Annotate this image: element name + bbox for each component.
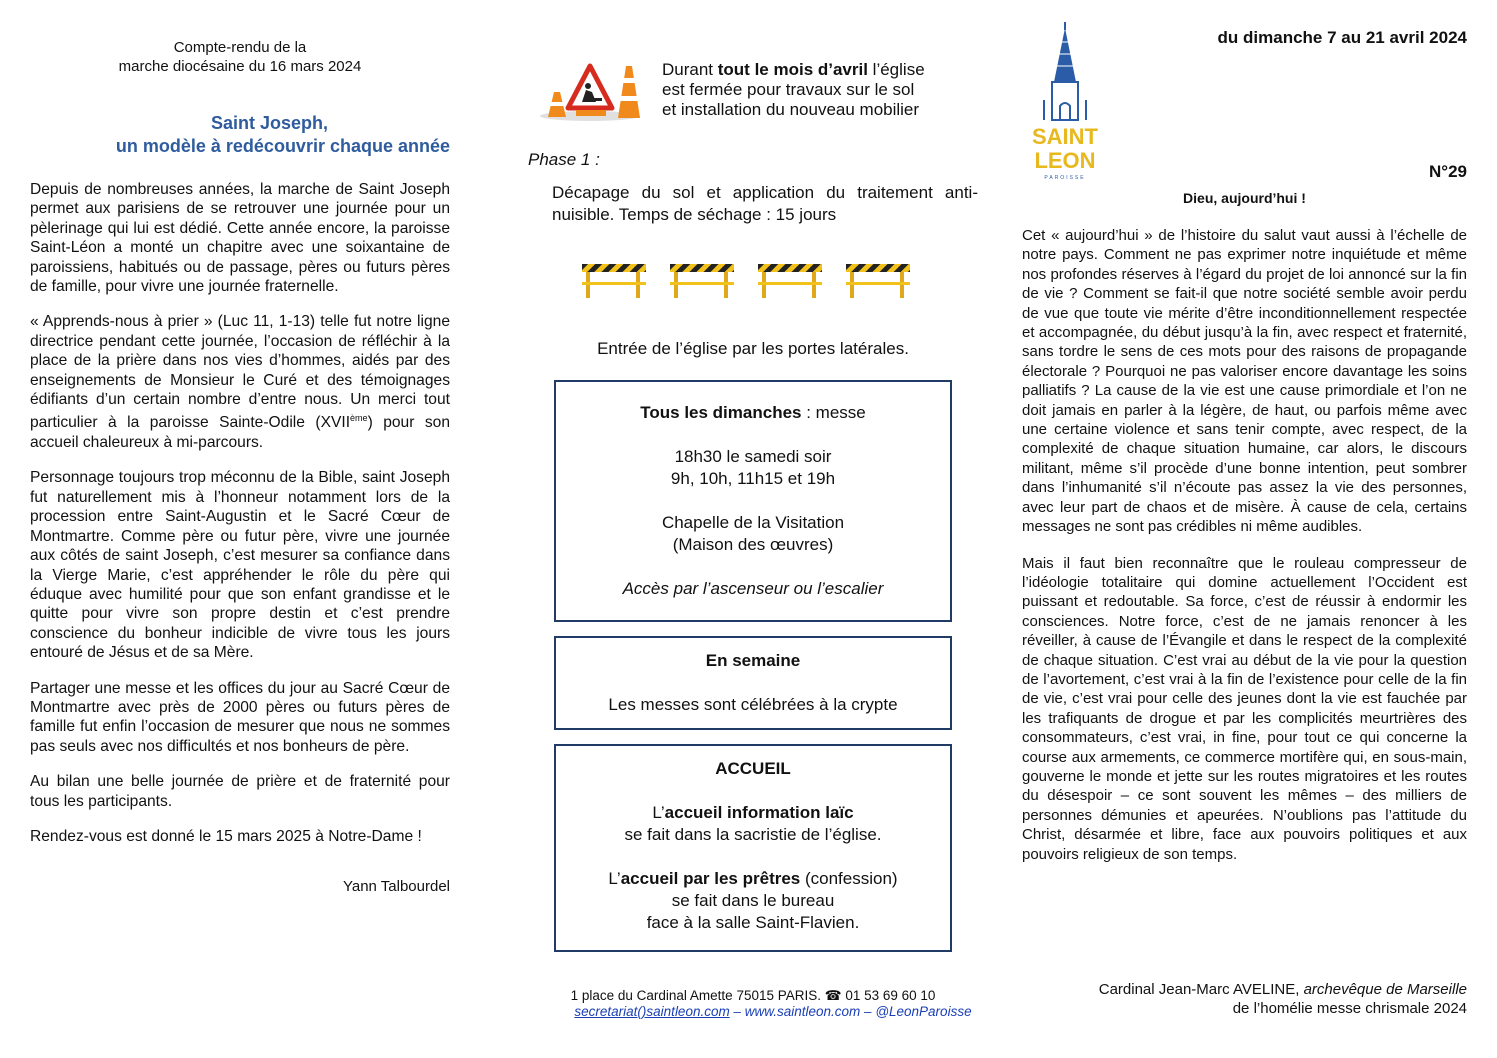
access-note: Accès par l’ascenseur ou l’escalier <box>622 579 884 598</box>
separator-1: – <box>729 1004 745 1019</box>
church-steeple-logo <box>1024 22 1106 182</box>
issue-date: du dimanche 7 au 21 avril 2024 <box>1217 28 1467 47</box>
separator-2: – <box>860 1004 876 1019</box>
author-signature: Yann Talbourdel <box>342 878 450 896</box>
editorial-signature <box>1099 980 1467 1018</box>
welcome-heading: ACCUEIL <box>715 759 791 778</box>
address-line: 1 place du Cardinal Amette 75015 PARIS. ☎ 01 53 69 60 10 <box>570 988 936 1003</box>
signature-name: Cardinal Jean-Marc AVELINE, <box>1098 981 1304 998</box>
closure-line-1 <box>662 60 925 80</box>
sunday-heading <box>564 402 942 424</box>
middle-column <box>528 0 978 952</box>
lay-welcome-line <box>564 802 942 824</box>
lay-welcome-prefix: L’ <box>652 803 665 822</box>
chapel-name: Chapelle de la Visitation <box>661 513 845 532</box>
lay-welcome-location: se fait dans la sacristie de l’église. <box>624 825 882 844</box>
logo-text-leon: LEON <box>1034 148 1096 173</box>
title-line-2: un modèle à redécouvrir chaque année <box>115 136 450 156</box>
editorial-title: Dieu, aujourd’hui ! <box>1183 190 1306 206</box>
superscript: ème <box>350 413 368 424</box>
closure-prefix: Durant <box>662 60 718 79</box>
priest-welcome-prefix: L’ <box>608 869 621 888</box>
article-title <box>30 112 450 158</box>
saturday-time: 18h30 le samedi soir <box>674 447 832 466</box>
paragraph-4: Partager une messe et les offices du jour au Sacré Cœur de Montmartre avec près de 2000 pères ou futurs pères de famille fut enfin l’occasion de mesurer que nous ne sommes pas seuls avec nos difficultés et nos bonheurs de père. <box>30 679 450 755</box>
email-link[interactable]: secretariat()saintleon.com <box>574 1004 730 1019</box>
closure-line-3: et installation du nouveau mobilier <box>662 100 920 119</box>
closure-line-2: est fermée pour travaux sur le sol <box>662 80 915 99</box>
paragraph-6: Rendez-vous est donné le 15 mars 2025 à Notre-Dame ! <box>30 827 422 845</box>
entry-notice: Entrée de l’église par les portes latérales. <box>597 339 909 358</box>
paragraph-1: Depuis de nombreuses années, la marche de Saint Joseph permet aux parisiens de se retrouver une journée pour un pèlerinage qui lui est dédié. Cette année encore, la paroisse Saint-Léon a monté un chapitre avec une soixantaine de paroissiens, habitués ou de passage, pères ou futurs pères de famille, pour vivre une journée fraternelle. <box>30 181 450 296</box>
paragraph-2-end: ) pour son accueil chaleureux à mi-parcours. <box>30 414 450 452</box>
issue-number: N°29 <box>1429 162 1467 181</box>
paragraph-2-text: « Apprends-nous à prier » (Luc 11, 1-13) telle fut notre ligne directrice pendant cette journée, l’occasion de réfléchir à la place de la prière dans nos vies d’hommes, aidés par des enseignements de Monsieur le Curé et des témoignages édifiants d’un certain nombre d’entre nous. Un merci tout particulier à la paroisse Sainte-Odile (XVII <box>30 313 450 432</box>
paragraph-5: Au bilan une belle journée de prière et de fraternité pour tous les participants. <box>30 773 450 810</box>
signature-line-1 <box>1099 980 1467 999</box>
lay-welcome-bold: accueil information laïc <box>664 803 854 822</box>
weekday-mass-box <box>554 636 952 730</box>
closure-notice <box>528 0 978 119</box>
contact-footer <box>528 988 978 1020</box>
logo-text-saint: SAINT <box>1032 124 1098 149</box>
weekday-text: Les messes sont célébrées à la crypte <box>608 695 898 714</box>
welcome-box <box>554 744 952 952</box>
sunday-times: 9h, 10h, 11h15 et 19h <box>670 469 836 488</box>
sunday-heading-rest: : messe <box>801 403 866 422</box>
priest-welcome-location-2: face à la salle Saint-Flavien. <box>646 913 860 932</box>
title-line-1: Saint Joseph, <box>210 113 328 133</box>
closure-suffix: l’église <box>867 60 925 79</box>
march-report-header <box>30 38 450 76</box>
left-column <box>30 0 450 895</box>
roadwork-sign-icon <box>538 62 643 122</box>
priest-welcome-suffix: (confession) <box>800 869 898 888</box>
priest-welcome-location-1: se fait dans le bureau <box>671 891 835 910</box>
sunday-mass-box <box>554 380 952 622</box>
editorial-text <box>1022 226 1467 864</box>
chapel-location: (Maison des œuvres) <box>672 535 834 554</box>
phase-description: Décapage du sol et application du traitement anti-nuisible. Temps de séchage : 15 jours <box>552 183 978 224</box>
website-link[interactable]: www.saintleon.com <box>744 1004 861 1019</box>
social-handle[interactable]: @LeonParoisse <box>875 1004 972 1019</box>
logo-text-paroisse: PAROISSE <box>1044 175 1086 181</box>
priest-welcome-bold: accueil par les prêtres <box>620 869 801 888</box>
links-line <box>528 1004 978 1020</box>
editorial-paragraph-2: Mais il faut bien reconnaître que le rouleau compresseur de l’idéologie totalitaire qui domine actuellement l’Occident est puissant et redoutable. Sa force, c’est de réussir à endormir les consciences. Notre force, c’est de ne jamais renoncer à les réveiller, à cause de l’Évangile et dans le respect de la complexité de chaque situation. C’est vrai au début de la vie pour la question de l’avortement, c’est vrai à la fin de l’existence pour celle de la fin de vie, c’est vrai pour celle des jeunes dont la vie est fauchée par les trafiquants de drogue et par les complicités meurtrières des consommateurs, c’est vrai, in fine, pour tout ce qui concerne la course aux armements, ce commerce mortifère qui, en sous-main, gouverne le monde et jette sur les routes migratoires et les routes du désespoir – ce sont souvent les mêmes – des milliers de personnes démunies et apeurées. N’oublions pas l’attitude du Christ, désarmée et libre, face aux pouvoirs politiques et aux pouvoirs religieux de son temps. <box>1022 554 1467 863</box>
priest-welcome-line <box>564 868 942 890</box>
phase-label: Phase 1 : <box>528 150 600 169</box>
road-barrier-icon <box>578 260 958 300</box>
signature-title: archevêque de Marseille <box>1303 981 1467 998</box>
editorial-paragraph-1: Cet « aujourd’hui » de l’histoire du salut vaut aussi à l’échelle de notre pays. Comment ne pas exprimer notre inquiétude et même nos profondes réserves à l’égard du projet de loi annoncé sur la fin de vie ? Comment se fait-il que notre société semble avoir perdu de vue que toute vie mérite d’être inconditionnellement respectée et accompagnée, du début jusqu’à la fin, avec respect et fraternité, sans tordre le sens de ces mots pour des raisons de propagande électorale ? Pourquoi ne pas valoriser encore davantage les soins palliatifs ? La cause de la vie est une cause primordiale et l’on ne doit jamais en parler à la légère, de haut, ou parfois même avec une certaine violence et sans tenir compte, avec respect, de la complexité de chaque situation humaine, car alors, le discours militant, même s’il procède d’une bonne intention, peut sombrer dans l’inhumanité s’il n’écoute pas assez la vie des personnes, avec leur part de chaos et de misère. À cause de cela, certains messages ne sont pas crédibles ni même audibles. <box>1022 227 1467 536</box>
paragraph-2 <box>30 312 450 452</box>
sunday-heading-bold: Tous les dimanches <box>640 403 802 422</box>
closure-period: tout le mois d’avril <box>717 60 868 79</box>
header-line-1: Compte-rendu de la <box>173 39 307 56</box>
header-line-2: marche diocésaine du 16 mars 2024 <box>118 58 362 75</box>
signature-line-2: de l’homélie messe chrismale 2024 <box>1232 1000 1467 1017</box>
closure-text <box>662 60 925 120</box>
weekday-heading: En semaine <box>705 651 801 670</box>
paragraph-3: Personnage toujours trop méconnu de la Bible, saint Joseph fut naturellement mis à l’honneur notamment lors de la procession entre Saint-Augustin et le Sacré Cœur de Montmartre. Comme père ou futur père, vivre une journée aux côtés de saint Joseph, c’est mesurer sa confiance dans la Vierge Marie, c’est appréhender le rôle du père qui éduque avec humilité pour que son enfant grandisse et le quitte pour vivre son propre destin et c’est prendre conscience du bonheur indicible de vivre tous les jours entouré de Jésus et de sa Mère. <box>30 469 450 662</box>
